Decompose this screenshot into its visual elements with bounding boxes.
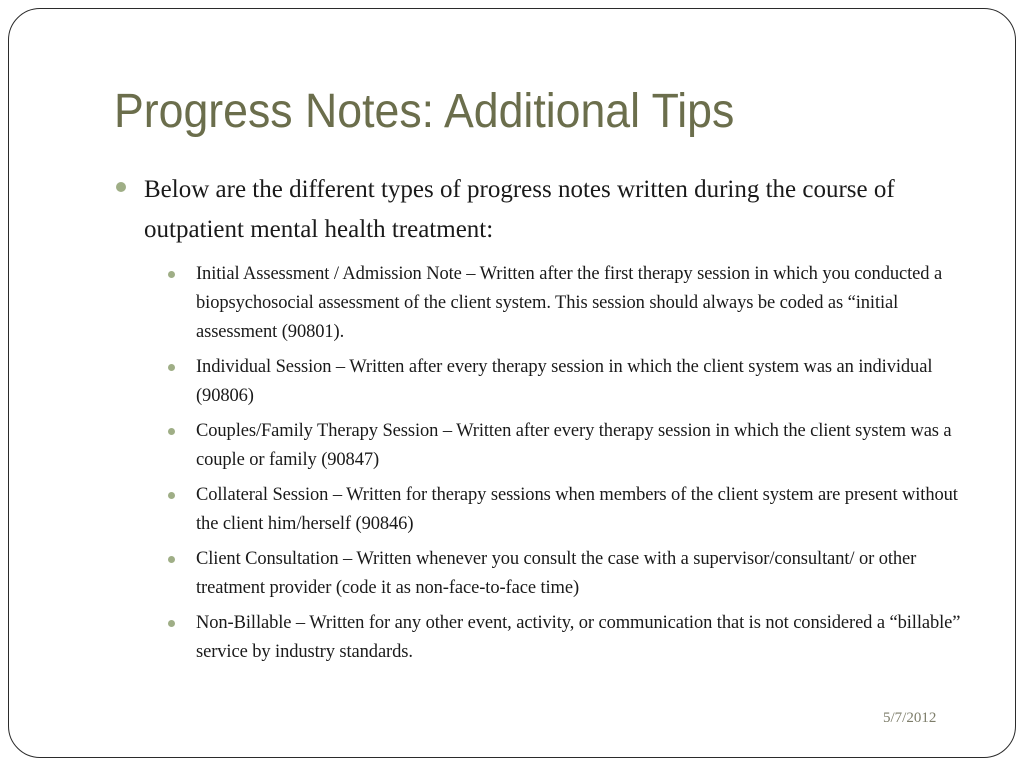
bullet-dot-icon [168, 364, 175, 371]
slide-title: Progress Notes: Additional Tips [114, 85, 735, 138]
list-item [116, 481, 966, 539]
list-item [116, 545, 966, 603]
list-item [116, 417, 966, 475]
list-item [116, 260, 966, 347]
intro-bullet [116, 170, 966, 250]
list-item-text: Client Consultation – Written whenever you consult the case with a supervisor/consultant/ or other treatment provider (code it as non-face-to-face time) [196, 549, 917, 598]
list-item-text: Couples/Family Therapy Session – Written after every therapy session in which the client system was a couple or family (90847) [196, 421, 952, 470]
bullet-dot-icon [168, 271, 175, 278]
list-item-text: Non-Billable – Written for any other event, activity, or communication that is not considered a “billable” service by industry standards. [196, 613, 961, 662]
list-item-text: Initial Assessment / Admission Note – Written after the first therapy session in which you conducted a biopsychosocial assessment of the client system. This session should always be coded as “initial assessment (90801). [196, 264, 943, 342]
slide-content [116, 170, 966, 673]
note-types-list [116, 260, 966, 667]
bullet-dot-icon [168, 620, 175, 627]
bullet-dot-icon [168, 492, 175, 499]
bullet-dot-icon [168, 556, 175, 563]
list-item-text: Collateral Session – Written for therapy sessions when members of the client system are present without the client him/herself (90846) [196, 485, 958, 534]
bullet-dot-icon [168, 428, 175, 435]
intro-text: Below are the different types of progress notes written during the course of outpatient mental health treatment: [144, 176, 895, 243]
list-item-text: Individual Session – Written after every therapy session in which the client system was an individual (90806) [196, 357, 933, 406]
list-item [116, 609, 966, 667]
bullet-dot-icon [116, 182, 126, 192]
slide-date: 5/7/2012 [883, 710, 937, 726]
list-item [116, 353, 966, 411]
